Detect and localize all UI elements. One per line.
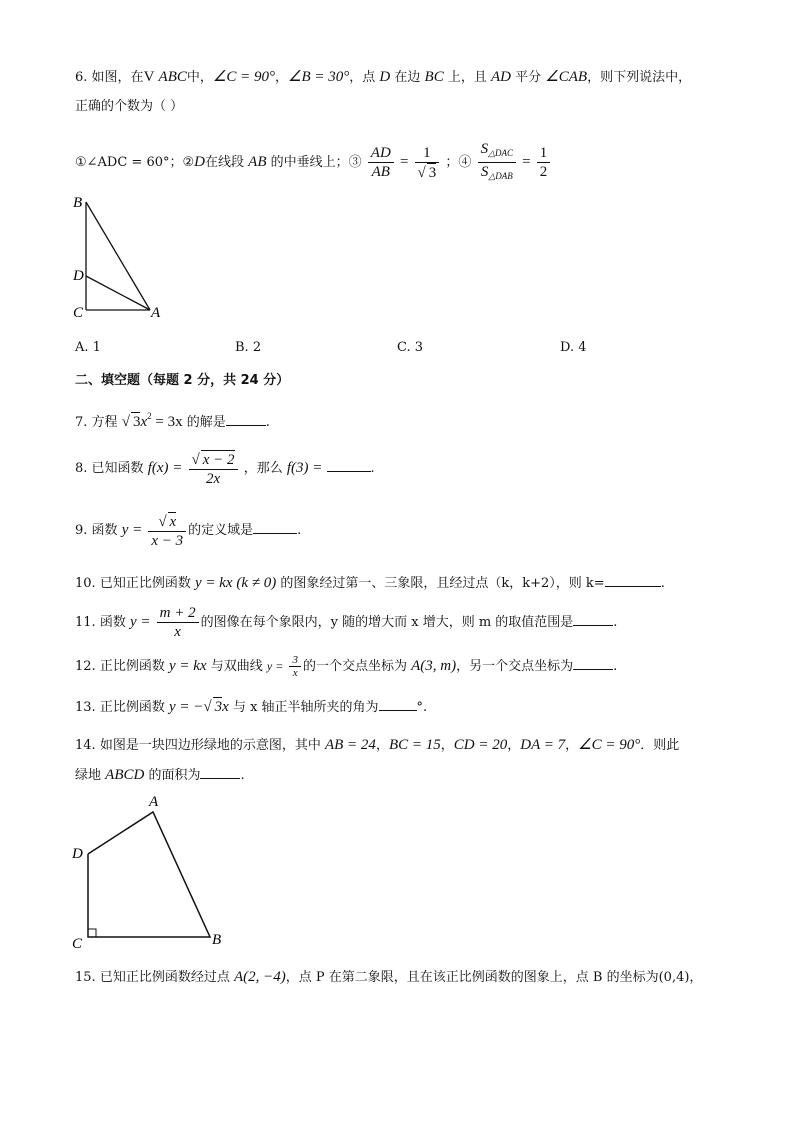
angle-c: ∠C = 90° bbox=[578, 737, 641, 753]
q9-y: y = bbox=[121, 522, 143, 538]
fraction-denominator: 2x bbox=[205, 470, 221, 487]
fraction-numerator: m + 2 bbox=[157, 604, 199, 623]
radicand: x − 2 bbox=[202, 451, 235, 468]
q12-fraction bbox=[289, 654, 301, 679]
q11-number: 11. bbox=[75, 615, 96, 630]
q8-function: f(x) = bbox=[147, 460, 183, 476]
angle-c: ∠C = 90° bbox=[212, 69, 275, 85]
q6-text: 在边 bbox=[394, 70, 421, 85]
q11-fraction bbox=[157, 604, 199, 641]
area-subscript: △DAC bbox=[488, 148, 513, 158]
q13-text: 正比例函数 bbox=[99, 700, 165, 715]
area-symbol: S bbox=[480, 164, 489, 180]
q14-text: 的面积为 bbox=[148, 768, 201, 783]
fraction-numerator: √ x bbox=[148, 512, 186, 532]
q6-line2: 正确的个数为（ ） bbox=[75, 99, 184, 114]
q6-text: 如图，在 bbox=[91, 70, 144, 85]
fraction-one-over-root3 bbox=[415, 144, 440, 182]
option-b[interactable]: B. 2 bbox=[235, 340, 262, 355]
fraction-numerator: 1 bbox=[415, 144, 440, 163]
label-b: B bbox=[212, 932, 222, 948]
fraction-denominator: AB bbox=[371, 164, 390, 180]
q14-line2 bbox=[75, 766, 245, 785]
equals-sign: = bbox=[399, 154, 409, 170]
q8-f3: f(3) = bbox=[286, 460, 323, 476]
angle-cab: ∠CAB bbox=[545, 69, 588, 85]
q9-text: 的定义域是 bbox=[188, 523, 254, 538]
radicand: 3 bbox=[214, 699, 223, 715]
q10-text: 的图象经过第一、三象限，且经过点（k，k+2），则 k= bbox=[280, 576, 605, 591]
point-d: D bbox=[194, 154, 206, 170]
q10-number: 10. bbox=[75, 576, 96, 591]
q6-text: 中， bbox=[186, 70, 213, 85]
segment-ad: AD bbox=[491, 69, 511, 85]
q11-text: 的图像在每个象限内，y 随的增大而 x 增大，则 m 的取值范围是 bbox=[200, 615, 574, 630]
answer-blank[interactable] bbox=[200, 766, 240, 779]
period: . bbox=[297, 523, 302, 538]
q8-fraction bbox=[189, 450, 238, 488]
fraction-numerator: 1 bbox=[537, 144, 551, 163]
side-ab-line bbox=[86, 202, 150, 310]
q13-expression: y = −√ 3x bbox=[168, 699, 229, 715]
option-d[interactable]: D. 4 bbox=[560, 340, 587, 355]
q9 bbox=[75, 510, 301, 551]
q6-text: 上，且 bbox=[447, 70, 487, 85]
q6-number: 6. bbox=[75, 70, 88, 85]
statement-2-text: 的中垂线上；③ bbox=[270, 155, 362, 170]
q12-point: A(3, m) bbox=[411, 658, 457, 674]
q14-text: 如图是一块四边形绿地的示意图，其中 bbox=[99, 738, 321, 753]
fraction-ad-ab bbox=[368, 144, 394, 181]
q8 bbox=[75, 448, 375, 489]
section-title: 二、填空题（每题 2 分，共 24 分） bbox=[75, 373, 290, 388]
segment-ab: AB bbox=[248, 154, 267, 170]
q14-quadrilateral-figure bbox=[68, 792, 248, 952]
period: . bbox=[660, 576, 665, 591]
q6-text: ，点 bbox=[349, 70, 376, 85]
q8-text: 已知函数 bbox=[91, 461, 144, 476]
radicand: 3 bbox=[132, 414, 141, 430]
answer-blank[interactable] bbox=[573, 657, 613, 670]
q13-number: 13. bbox=[75, 700, 96, 715]
radicand: 3 bbox=[428, 164, 437, 181]
period: . bbox=[613, 615, 618, 630]
q15-number: 15. bbox=[75, 970, 96, 985]
label-c: C bbox=[73, 305, 84, 321]
q14-text: ．则此 bbox=[640, 738, 680, 753]
label-b: B bbox=[73, 195, 83, 211]
answer-blank[interactable] bbox=[379, 698, 417, 711]
q7-equation-right: = 3x bbox=[155, 414, 183, 430]
q10 bbox=[75, 574, 665, 593]
q12-expression: y = kx bbox=[168, 658, 207, 674]
area-subscript: △DAB bbox=[488, 171, 513, 181]
q9-number: 9. bbox=[75, 523, 88, 538]
q15-text: ，点 P 在第二象限，且在该正比例函数的图象上，点 B 的坐标为(0,4)， bbox=[285, 970, 703, 985]
answer-blank[interactable] bbox=[327, 459, 371, 472]
answer-blank[interactable] bbox=[226, 413, 266, 426]
q12-y: y = bbox=[266, 659, 284, 673]
q7-equation: √ $3x^2 = 3x$ bbox=[121, 411, 183, 430]
label-d: D bbox=[72, 846, 83, 862]
fraction-area-ratio bbox=[478, 140, 516, 185]
label-d: D bbox=[73, 268, 84, 284]
fraction-one-half bbox=[537, 144, 551, 181]
q14-number: 14. bbox=[75, 738, 96, 753]
triangle-symbol: V bbox=[143, 69, 155, 85]
q7 bbox=[75, 407, 270, 432]
expression-left: y = − bbox=[168, 699, 204, 715]
q6-statements bbox=[75, 140, 552, 185]
q6-text: 平分 bbox=[515, 70, 542, 85]
angle-b: ∠B = 30° bbox=[288, 69, 350, 85]
radicand: x bbox=[169, 513, 177, 530]
q8-text: ，那么 bbox=[243, 461, 283, 476]
fraction-denominator: 2 bbox=[539, 164, 548, 180]
q7-number: 7. bbox=[75, 415, 88, 430]
statement-2-marker: ② bbox=[182, 155, 195, 170]
fraction-numerator bbox=[478, 140, 516, 163]
label-a: A bbox=[151, 305, 161, 321]
q15 bbox=[75, 968, 702, 987]
q10-text: 已知正比例函数 bbox=[99, 576, 191, 591]
q11-text: 函数 bbox=[99, 615, 126, 630]
q13 bbox=[75, 697, 427, 717]
quadrilateral-outline bbox=[88, 812, 210, 937]
fraction-numerator: AD bbox=[368, 144, 394, 163]
q14-text: 绿地 bbox=[75, 768, 102, 783]
fraction-numerator: √ x − 2 bbox=[189, 450, 238, 470]
q12-text: 的一个交点坐标为 bbox=[302, 659, 407, 674]
label-c: C bbox=[72, 936, 83, 952]
quad-name: ABCD bbox=[105, 767, 145, 783]
expression-right: x bbox=[222, 699, 229, 715]
period: . bbox=[370, 461, 375, 476]
q7-text: 的解是 bbox=[186, 415, 226, 430]
answer-blank[interactable] bbox=[253, 521, 297, 534]
q11-y: y = bbox=[129, 614, 151, 630]
q11 bbox=[75, 602, 617, 643]
fraction-denominator bbox=[478, 163, 516, 185]
fraction-denominator: x bbox=[174, 624, 181, 640]
degree-period: °. bbox=[416, 700, 428, 715]
q8-number: 8. bbox=[75, 461, 88, 476]
point-d: D bbox=[379, 69, 391, 85]
period: . bbox=[265, 415, 270, 430]
period: . bbox=[613, 659, 618, 674]
option-a[interactable]: A. 1 bbox=[75, 340, 101, 355]
q9-text: 函数 bbox=[91, 523, 118, 538]
q7-text: 方程 bbox=[91, 415, 118, 430]
q12-number: 12. bbox=[75, 659, 96, 674]
area-symbol: S bbox=[480, 141, 489, 157]
q12-text: ，另一个交点坐标为 bbox=[456, 659, 574, 674]
q10-expression: y = kx (k ≠ 0) bbox=[194, 575, 277, 591]
right-angle-mark bbox=[88, 929, 96, 937]
statement-1: ①∠ADC = 60°； bbox=[75, 155, 183, 170]
fraction-numerator: 3 bbox=[289, 654, 301, 667]
q12-text: 与双曲线 bbox=[210, 659, 263, 674]
q15-point: A(2, −4) bbox=[233, 969, 286, 985]
option-c[interactable]: C. 3 bbox=[397, 340, 424, 355]
length-da: DA = 7 bbox=[520, 737, 566, 753]
period: . bbox=[240, 768, 245, 783]
length-bc: BC = 15 bbox=[388, 737, 441, 753]
answer-blank[interactable] bbox=[605, 574, 661, 587]
q12-text: 正比例函数 bbox=[99, 659, 165, 674]
fraction-denominator: x − 3 bbox=[151, 532, 184, 549]
q14-line1: 14. 如图是一块四边形绿地的示意图，其中 AB = 24，BC = 15，CD = 20，DA = 7，∠C = 90°．则此 bbox=[75, 737, 680, 753]
statement-4-marker: ；④ bbox=[445, 155, 472, 170]
fraction-denominator: √ 3 bbox=[417, 164, 437, 181]
q6-line1: 6. 如图，在V ABC中，∠C = 90°，∠B = 30°，点 D 在边 BC 上，且 AD 平分 ∠CAB，则下列说法中， bbox=[75, 69, 692, 85]
fraction-denominator: x bbox=[292, 667, 298, 679]
label-a: A bbox=[149, 794, 159, 810]
q13-text: 与 x 轴正半轴所夹的角为 bbox=[232, 700, 379, 715]
statement-2-text: 在线段 bbox=[205, 155, 245, 170]
q9-fraction bbox=[148, 512, 186, 550]
side-bc: BC bbox=[424, 69, 444, 85]
equals-sign: = bbox=[522, 154, 531, 170]
length-cd: CD = 20 bbox=[453, 737, 508, 753]
q12 bbox=[75, 648, 617, 685]
q6-triangle-figure bbox=[70, 192, 190, 322]
length-ab: AB = 24 bbox=[324, 737, 376, 753]
q15-text: 已知正比例函数经过点 bbox=[99, 970, 230, 985]
q6-text: ，则下列说法中， bbox=[587, 70, 692, 85]
answer-blank[interactable] bbox=[573, 613, 613, 626]
triangle-name: ABC bbox=[158, 69, 187, 85]
